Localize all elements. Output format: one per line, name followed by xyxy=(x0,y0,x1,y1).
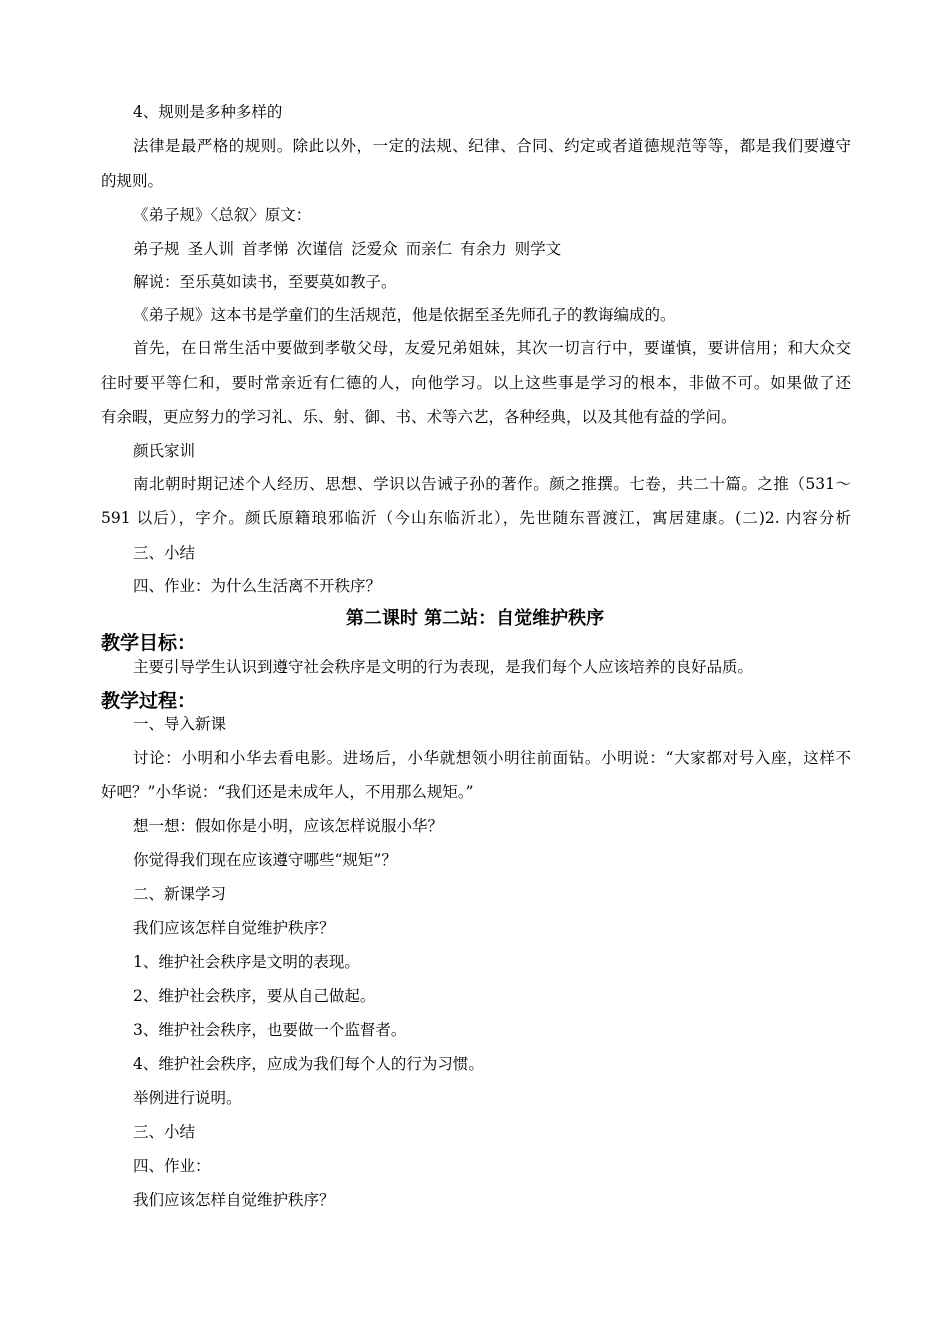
process-heading: 教学过程： xyxy=(101,690,197,712)
new-lesson-heading: 二、新课学习 xyxy=(133,885,227,903)
rules-heading: 4、规则是多种多样的 xyxy=(133,103,283,121)
dizigui-phrase: 则学文 xyxy=(514,240,562,258)
dizigui-phrase: 有余力 xyxy=(460,240,507,258)
yan-paragraph-line2: 591 以后），字介。颜氏原籍琅邪临沂（今山东临沂北），先世随东晋渡江，寓居建康。(二)2. 内容分析 xyxy=(101,509,851,527)
yan-paragraph-line1: 南北朝时期记述个人经历、思想、学识以告诫子孙的著作。颜之推撰。七卷，共二十篇。之推（531～ xyxy=(133,475,851,493)
intro-heading: 一、导入新课 xyxy=(133,715,227,733)
discussion-line1: 讨论：小明和小华去看电影。进场后，小华就想领小明往前面钻。小明说：“大家都对号入座，这样不 xyxy=(133,749,851,767)
dizigui-phrase: 而亲仁 xyxy=(405,240,453,258)
dizigui-phrase: 弟子规 xyxy=(133,240,180,258)
yan-title: 颜氏家训 xyxy=(133,442,196,460)
homework-label: 四、作业： xyxy=(133,1157,211,1175)
think-text: 想一想：假如你是小明，应该怎样说服小华？ xyxy=(133,817,444,835)
first-paragraph-line1: 首先，在日常生活中要做到孝敬父母，友爱兄弟姐妹，其次一切言行中，要谨慎，要讲信用；和大众交 xyxy=(133,339,851,357)
book-description: 《弟子规》这本书是学童们的生活规范，他是依据至圣先师孔子的教诲编成的。 xyxy=(133,306,676,324)
first-paragraph-line2: 往时要平等仁和，要时常亲近有仁德的人，向他学习。以上这些事是学习的根本，非做不可。如果做了还 xyxy=(101,374,851,392)
discussion-line2: 好吧？”小华说：“我们还是未成年人，不用那么规矩。” xyxy=(101,783,474,801)
question-text: 你觉得我们现在应该遵守哪些“规矩”？ xyxy=(133,851,397,869)
how-question: 我们应该怎样自觉维护秩序？ xyxy=(133,919,335,937)
dizigui-text xyxy=(133,239,569,259)
dizigui-phrase: 首孝悌 xyxy=(242,240,289,258)
lesson-title: 第二课时 第二站：自觉维护秩序 xyxy=(345,608,605,629)
dizigui-phrase: 泛爱众 xyxy=(351,240,398,258)
dizigui-phrase: 圣人训 xyxy=(187,240,235,258)
homework-question: 我们应该怎样自觉维护秩序？ xyxy=(133,1191,335,1209)
law-paragraph-line1 xyxy=(133,136,851,156)
dizigui-phrase: 次谨信 xyxy=(296,240,344,258)
summary-heading-2: 三、小结 xyxy=(133,1123,196,1141)
point-item: 3、维护社会秩序，也要做一个监督者。 xyxy=(133,1021,407,1039)
point-item: 1、维护社会秩序是文明的表现。 xyxy=(133,953,360,971)
law-line1: 法律是最严格的规则。除此以外，一定的法规、纪律、合同、约定或者道德规范等等，都是我们要遵守 xyxy=(133,137,851,155)
explain-text: 解说：至乐莫如读书，至要莫如教子。 xyxy=(133,273,397,291)
example-text: 举例进行说明。 xyxy=(133,1089,242,1107)
law-paragraph-line2: 的规则。 xyxy=(101,172,164,190)
dizigui-title: 《弟子规》〈总叙〉原文： xyxy=(133,206,312,224)
first-paragraph-line3: 有余暇，更应努力的学习礼、乐、射、御、书、术等六艺，各种经典，以及其他有益的学问。 xyxy=(101,408,737,426)
homework-text: 四、作业：为什么生活离不开秩序？ xyxy=(133,577,382,595)
point-item: 2、维护社会秩序，要从自己做起。 xyxy=(133,987,376,1005)
summary-heading: 三、小结 xyxy=(133,544,196,562)
point-item: 4、维护社会秩序，应成为我们每个人的行为习惯。 xyxy=(133,1055,484,1073)
goal-heading: 教学目标： xyxy=(101,632,197,654)
goal-text: 主要引导学生认识到遵守社会秩序是文明的行为表现，是我们每个人应该培养的良好品质。 xyxy=(133,658,754,676)
